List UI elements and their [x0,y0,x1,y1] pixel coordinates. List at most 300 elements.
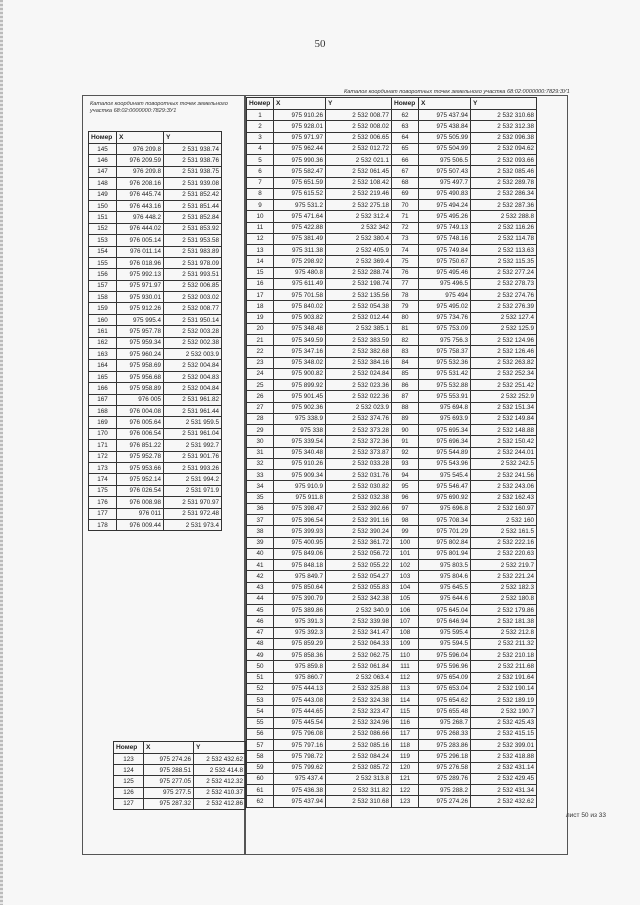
coord-y: 2 532 056.72 [326,548,392,559]
point-number: 92 [392,447,419,458]
point-number: 127 [114,798,144,809]
point-number: 56 [247,728,274,739]
point-number: 49 [247,650,274,661]
coord-x: 975 507.43 [419,166,471,177]
coord-y: 2 531 938.75 [164,166,222,177]
coord-x: 975 952.78 [117,451,164,462]
coord-y: 2 532 012.72 [326,143,392,154]
coord-y: 2 532 002.38 [164,337,222,348]
point-number: 85 [392,368,419,379]
coord-y: 2 531 978.09 [164,257,222,268]
table-row [247,301,537,312]
point-number: 112 [392,672,419,683]
coord-y: 2 531 950.14 [164,314,222,325]
coord-x: 976 005 [117,394,164,405]
table-row [247,166,537,177]
point-number: 104 [392,582,419,593]
coord-x: 975 899.92 [274,380,326,391]
point-number: 31 [247,447,274,458]
point-number: 91 [392,436,419,447]
coord-y: 2 532 414.8 [194,765,246,776]
coord-x: 976 448.2 [117,212,164,223]
coord-x: 975 701.58 [274,290,326,301]
header-number: Номер [392,98,419,110]
coord-x: 975 445.54 [274,717,326,728]
point-number: 158 [89,292,117,303]
coord-x: 975 645.5 [419,582,471,593]
point-number: 37 [247,515,274,526]
point-number: 176 [89,497,117,508]
point-number: 25 [247,380,274,391]
point-number: 11 [247,222,274,233]
coord-x: 975 471.64 [274,211,326,222]
coord-x: 975 910.26 [274,458,326,469]
coord-x: 975 753.09 [419,323,471,334]
point-number: 42 [247,571,274,582]
coord-x: 975 443.08 [274,695,326,706]
coord-y: 2 531 983.89 [164,246,222,257]
coord-y: 2 532 278.73 [471,278,537,289]
coord-y: 2 531 970.97 [164,497,222,508]
point-number: 149 [89,189,117,200]
coord-x: 975 399.93 [274,526,326,537]
point-number: 17 [247,290,274,301]
coord-y: 2 531 901.76 [164,451,222,462]
coord-x: 975 953.66 [117,462,164,473]
coord-y: 2 532 391.16 [326,515,392,526]
coord-x: 976 208.16 [117,178,164,189]
point-number: 168 [89,405,117,416]
coord-y: 2 532 310.68 [326,796,392,807]
table-row [89,246,222,257]
coord-x: 975 594.5 [419,638,471,649]
coord-y: 2 532 085.72 [326,762,392,773]
table-row [247,132,537,143]
table-row [247,211,537,222]
coord-x: 975 850.64 [274,582,326,593]
coord-x: 975 756.3 [419,335,471,346]
table-row [89,497,222,508]
coord-y: 2 532 127.4 [471,312,537,323]
table-row [247,425,537,436]
coord-y: 2 531 853.92 [164,223,222,234]
coord-y: 2 532 108.42 [326,177,392,188]
point-number: 162 [89,337,117,348]
point-number: 151 [89,212,117,223]
coord-x: 975 962.44 [274,143,326,154]
point-number: 59 [247,762,274,773]
table-row [247,256,537,267]
table-row [247,762,537,773]
table-row [89,303,222,314]
table-row [247,323,537,334]
table-row [247,661,537,672]
coord-y: 2 532 385.1 [326,323,392,334]
table-row [89,451,222,462]
table-row [114,798,246,809]
point-number: 119 [392,751,419,762]
coord-y: 2 532 410.37 [194,787,246,798]
coord-x: 975 396.54 [274,515,326,526]
point-number: 3 [247,132,274,143]
header-y: Y [471,98,537,110]
point-number: 175 [89,485,117,496]
point-number: 106 [392,605,419,616]
point-number: 13 [247,245,274,256]
table-row [89,292,222,303]
table-row [89,428,222,439]
coord-y: 2 532 160.97 [471,503,537,514]
coord-y: 2 532 380.4 [326,233,392,244]
point-number: 81 [392,323,419,334]
table-row [247,233,537,244]
coord-y: 2 531 938.74 [164,144,222,155]
point-number: 152 [89,223,117,234]
coord-y: 2 532 150.42 [471,436,537,447]
point-number: 98 [392,515,419,526]
coord-y: 2 532 006.85 [164,280,222,291]
table-row [89,166,222,177]
coord-y: 2 532 180.8 [471,593,537,604]
coord-y: 2 532 114.78 [471,233,537,244]
coord-y: 2 532 263.82 [471,357,537,368]
point-number: 34 [247,481,274,492]
table-row [114,776,246,787]
header-y: Y [164,132,222,144]
coord-x: 975 799.62 [274,762,326,773]
coord-y: 2 532 211.68 [471,661,537,672]
coord-x: 976 445.74 [117,189,164,200]
point-number: 62 [392,110,419,121]
point-number: 60 [247,773,274,784]
coord-x: 975 348.48 [274,323,326,334]
point-number: 88 [392,402,419,413]
point-number: 113 [392,683,419,694]
coord-x: 976 209.8 [117,166,164,177]
point-number: 123 [114,754,144,765]
point-number: 44 [247,593,274,604]
point-number: 30 [247,436,274,447]
coord-x: 975 849.7 [274,571,326,582]
coord-x: 975 497.7 [419,177,471,188]
coord-x: 975 798.72 [274,751,326,762]
point-number: 146 [89,155,117,166]
coord-x: 975 422.88 [274,222,326,233]
table-row [89,474,222,485]
table-row [247,155,537,166]
point-number: 12 [247,233,274,244]
coord-x: 975 960.24 [117,349,164,360]
point-number: 2 [247,121,274,132]
coord-x: 975 595.4 [419,627,471,638]
point-number: 80 [392,312,419,323]
coord-y: 2 531 959.5 [164,417,222,428]
coord-x: 975 900.82 [274,368,326,379]
coord-x: 975 296.18 [419,751,471,762]
coord-x: 975 990.36 [274,155,326,166]
point-number: 125 [114,776,144,787]
coord-x: 975 696.34 [419,436,471,447]
point-number: 45 [247,605,274,616]
point-number: 154 [89,246,117,257]
coord-x: 975 995.4 [117,314,164,325]
coord-x: 975 653.04 [419,683,471,694]
point-number: 20 [247,323,274,334]
coord-x: 975 971.97 [117,280,164,291]
coord-x: 976 005.64 [117,417,164,428]
point-number: 97 [392,503,419,514]
coord-x: 976 209.59 [117,155,164,166]
coord-x: 975 444.13 [274,683,326,694]
coord-x: 975 902.36 [274,402,326,413]
coord-y: 2 532 094.62 [471,143,537,154]
coord-x: 976 011.14 [117,246,164,257]
coord-y: 2 532 431.14 [471,762,537,773]
coord-x: 975 544.89 [419,447,471,458]
coord-x: 976 026.54 [117,485,164,496]
point-number: 14 [247,256,274,267]
coord-y: 2 532 221.24 [471,571,537,582]
header-x: X [144,742,194,754]
coord-x: 975 708.34 [419,515,471,526]
coord-y: 2 531 938.76 [164,155,222,166]
table-row [247,346,537,357]
coord-x: 975 495.02 [419,301,471,312]
coord-x: 975 277.5 [144,787,194,798]
point-number: 90 [392,425,419,436]
coord-x: 975 615.52 [274,188,326,199]
table-row [89,508,222,519]
coord-x: 975 693.9 [419,413,471,424]
point-number: 99 [392,526,419,537]
coord-x: 976 443.16 [117,200,164,211]
coord-x: 975 971.97 [274,132,326,143]
coord-y: 2 531 971.9 [164,485,222,496]
coord-y: 2 532 190.7 [471,706,537,717]
point-number: 21 [247,335,274,346]
coord-y: 2 532 277.24 [471,267,537,278]
coord-x: 976 444.02 [117,223,164,234]
point-number: 40 [247,548,274,559]
table-row [247,796,537,807]
table-row [247,222,537,233]
point-number: 77 [392,278,419,289]
coord-x: 975 952.14 [117,474,164,485]
table-row [247,278,537,289]
coord-y: 2 532 399.01 [471,740,537,751]
coord-y: 2 531 993.26 [164,462,222,473]
coord-x: 975 992.13 [117,269,164,280]
coord-x: 975 645.04 [419,605,471,616]
point-number: 72 [392,222,419,233]
coord-y: 2 532 161.5 [471,526,537,537]
coord-x: 975 436.38 [274,785,326,796]
coord-y: 2 532 384.16 [326,357,392,368]
point-number: 164 [89,360,117,371]
coord-x: 976 011 [117,508,164,519]
coord-y: 2 532 004.83 [164,371,222,382]
coord-y: 2 532 116.26 [471,222,537,233]
point-number: 87 [392,391,419,402]
coord-y: 2 532 191.64 [471,672,537,683]
coord-y: 2 532 432.62 [471,796,537,807]
table-row [247,481,537,492]
coord-y: 2 531 993.51 [164,269,222,280]
table-row [89,235,222,246]
coord-y: 2 532 323.47 [326,706,392,717]
table-row [247,515,537,526]
point-number: 111 [392,661,419,672]
header-x: X [274,98,326,110]
coord-x: 975 654.09 [419,672,471,683]
table-row [247,391,537,402]
coord-x: 975 545.4 [419,470,471,481]
coord-y: 2 532 085.46 [471,166,537,177]
coord-y: 2 532 342 [326,222,392,233]
coord-x: 975 695.34 [419,425,471,436]
coord-x: 975 956.68 [117,371,164,382]
coord-x: 975 531.2 [274,200,326,211]
point-number: 5 [247,155,274,166]
coord-x: 975 930.01 [117,292,164,303]
coord-y: 2 532 286.34 [471,188,537,199]
coord-x: 975 928.01 [274,121,326,132]
point-number: 50 [247,661,274,672]
coord-y: 2 532 211.32 [471,638,537,649]
point-number: 22 [247,346,274,357]
table-row [247,121,537,132]
table-row [247,188,537,199]
point-number: 122 [392,785,419,796]
table-row [247,357,537,368]
table-row [89,394,222,405]
coord-x: 975 901.45 [274,391,326,402]
table-row [89,212,222,223]
coord-y: 2 532 023.36 [326,380,392,391]
coord-y: 2 532 390.24 [326,526,392,537]
point-number: 86 [392,380,419,391]
coord-x: 975 495.26 [419,211,471,222]
point-number: 103 [392,571,419,582]
coord-y: 2 532 062.75 [326,650,392,661]
coord-x: 975 438.84 [419,121,471,132]
point-number: 63 [392,121,419,132]
point-number: 83 [392,346,419,357]
table-row [247,290,537,301]
coord-x: 975 859.29 [274,638,326,649]
table-row [247,312,537,323]
point-number: 174 [89,474,117,485]
coord-y: 2 532 160 [471,515,537,526]
coord-y: 2 532 373.87 [326,447,392,458]
coord-y: 2 532 024.84 [326,368,392,379]
coord-y: 2 532 241.56 [471,470,537,481]
point-number: 160 [89,314,117,325]
coord-x: 975 339.54 [274,436,326,447]
coord-y: 2 532 148.88 [471,425,537,436]
coord-y: 2 532 181.38 [471,616,537,627]
coord-x: 975 957.78 [117,326,164,337]
coord-y: 2 532 274.76 [471,290,537,301]
coord-y: 2 531 852.42 [164,189,222,200]
table-row [89,155,222,166]
table-row [89,371,222,382]
point-number: 66 [392,155,419,166]
coord-y: 2 532 086.66 [326,728,392,739]
coord-y: 2 531 961.44 [164,405,222,416]
coord-y: 2 532 324.38 [326,695,392,706]
point-number: 26 [247,391,274,402]
coord-x: 975 392.3 [274,627,326,638]
table-row [247,593,537,604]
coord-x: 975 444.65 [274,706,326,717]
point-number: 165 [89,371,117,382]
point-number: 68 [392,177,419,188]
coord-y: 2 532 312.38 [471,121,537,132]
coord-y: 2 532 033.28 [326,458,392,469]
table-row [247,728,537,739]
coord-x: 975 958.69 [117,360,164,371]
coord-x: 976 004.08 [117,405,164,416]
table-row [114,754,246,765]
coord-x: 975 495.46 [419,267,471,278]
coord-y: 2 532 023.9 [326,402,392,413]
coord-y: 2 532 006.65 [326,132,392,143]
coord-x: 975 912.26 [117,303,164,314]
coord-y: 2 532 055.22 [326,560,392,571]
coord-x: 975 274.26 [144,754,194,765]
coord-x: 976 209.8 [117,144,164,155]
coord-y: 2 532 003.28 [164,326,222,337]
coord-y: 2 532 373.28 [326,425,392,436]
table-row [247,571,537,582]
point-number: 1 [247,110,274,121]
table-row [89,440,222,451]
coord-y: 2 532 055.83 [326,582,392,593]
point-number: 121 [392,773,419,784]
table-row [247,200,537,211]
point-number: 52 [247,683,274,694]
point-number: 70 [392,200,419,211]
coord-y: 2 532 383.59 [326,335,392,346]
coord-x: 975 268.33 [419,728,471,739]
coord-x: 975 758.37 [419,346,471,357]
coord-x: 975 910.9 [274,481,326,492]
point-number: 115 [392,706,419,717]
coord-x: 975 858.36 [274,650,326,661]
table-row [89,360,222,371]
coord-x: 975 801.94 [419,548,471,559]
point-number: 24 [247,368,274,379]
point-number: 43 [247,582,274,593]
coord-x: 975 646.94 [419,616,471,627]
coord-x: 976 018.96 [117,257,164,268]
coord-y: 2 532 382.68 [326,346,392,357]
point-number: 84 [392,357,419,368]
table-row [247,773,537,784]
coord-y: 2 532 311.82 [326,785,392,796]
point-number: 28 [247,413,274,424]
point-number: 27 [247,402,274,413]
point-number: 39 [247,537,274,548]
coord-x: 975 274.26 [419,796,471,807]
coord-x: 975 268.7 [419,717,471,728]
coord-x: 975 655.48 [419,706,471,717]
point-number: 78 [392,290,419,301]
point-number: 89 [392,413,419,424]
point-number: 173 [89,462,117,473]
coord-y: 2 532 003.9 [164,349,222,360]
